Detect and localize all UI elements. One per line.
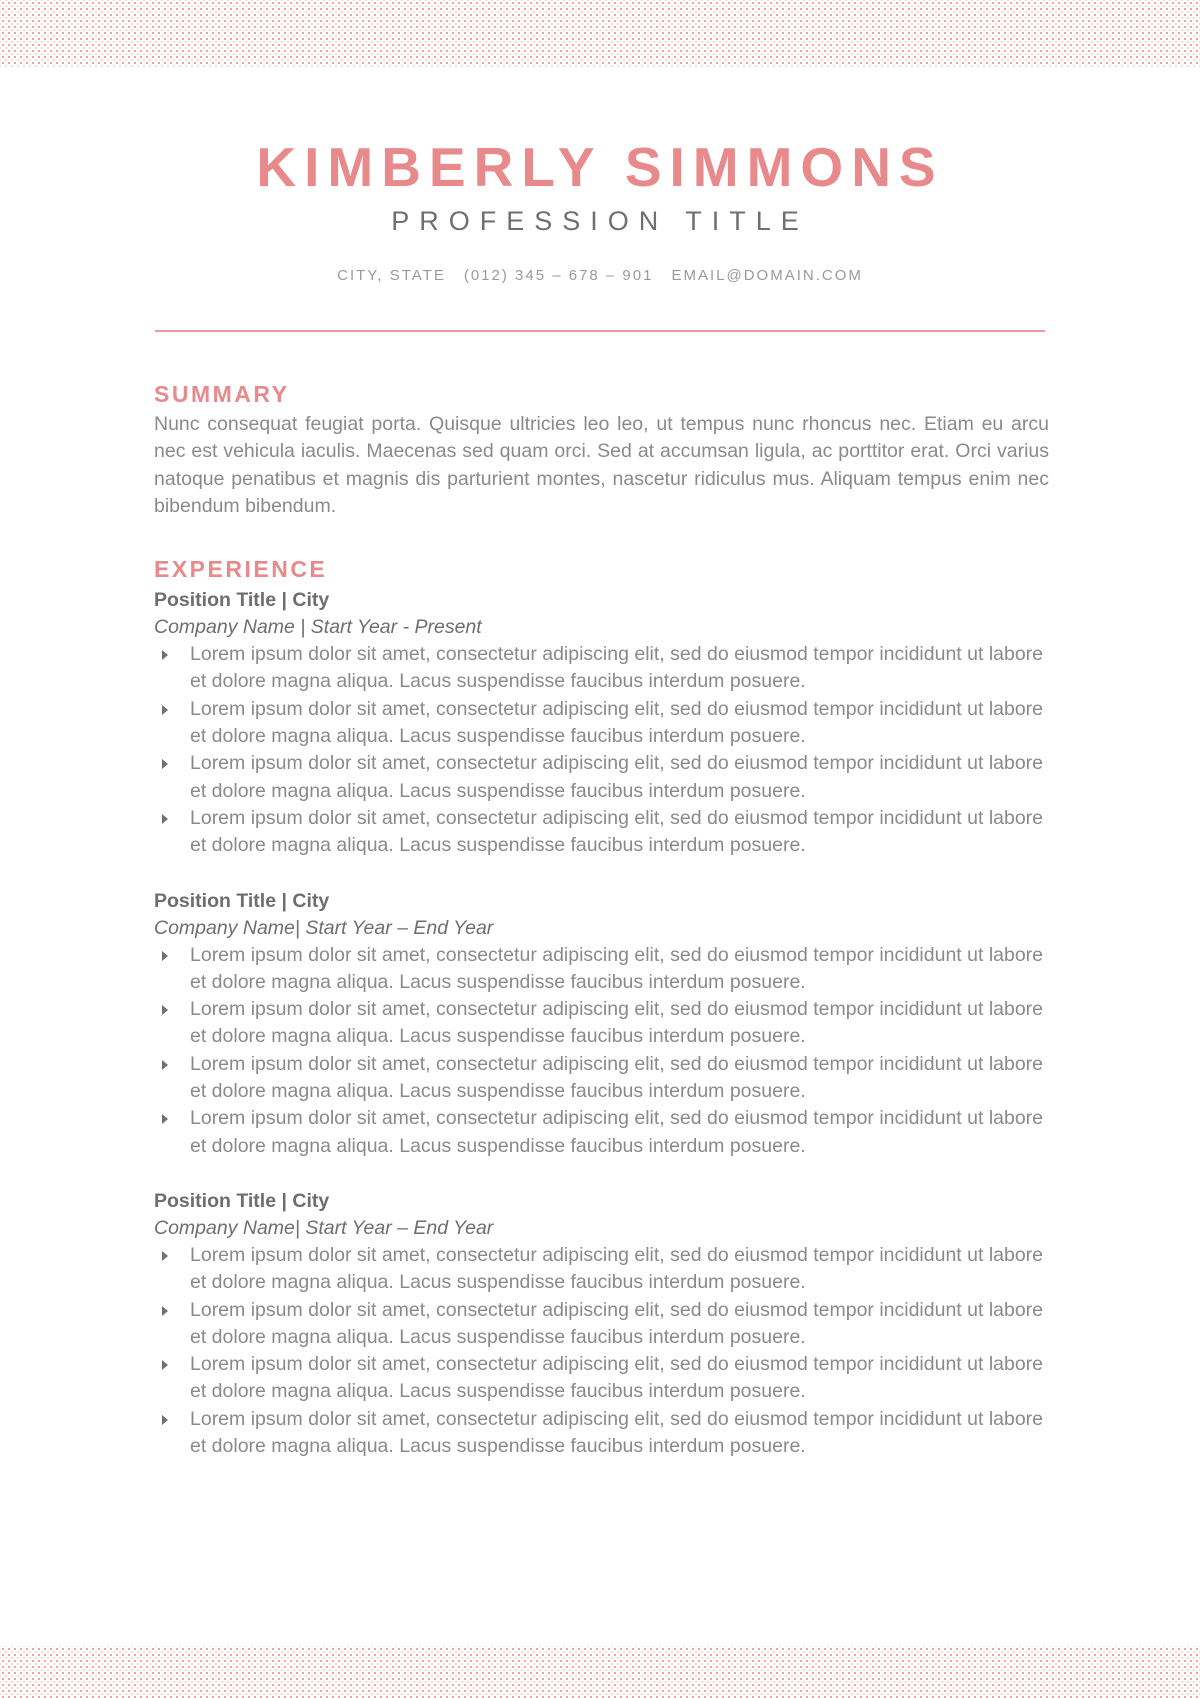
- job-bullets: [154, 641, 1049, 859]
- triangle-right-icon: [162, 1360, 168, 1370]
- triangle-right-icon: [162, 1060, 168, 1070]
- bullet-item: [154, 805, 1049, 860]
- experience-heading: EXPERIENCE: [154, 556, 328, 583]
- job-company: Company Name| Start Year – End Year: [154, 916, 494, 939]
- bullet-text: Lorem ipsum dolor sit amet, consectetur adipiscing elit, sed do eiusmod tempor incididunt ut labore et dolore magna aliqua. Lacus suspendisse faucibus interdum posuere.: [190, 752, 1044, 802]
- bullet-item: [154, 696, 1049, 751]
- bullet-text: Lorem ipsum dolor sit amet, consectetur adipiscing elit, sed do eiusmod tempor incididunt ut labore et dolore magna aliqua. Lacus suspendisse faucibus interdum posuere.: [190, 806, 1044, 857]
- triangle-right-icon: [162, 1251, 168, 1261]
- bullet-text: Lorem ipsum dolor sit amet, consectetur adipiscing elit, sed do eiusmod tempor incididunt ut labore et dolore magna aliqua. Lacus suspendisse faucibus interdum posuere.: [190, 1353, 1044, 1403]
- triangle-right-icon: [162, 650, 168, 660]
- resume-body: [154, 377, 1049, 1460]
- bullet-text: Lorem ipsum dolor sit amet, consectetur adipiscing elit, sed do eiusmod tempor incididunt ut labore et dolore magna aliqua. Lacus suspendisse faucibus interdum posuere.: [190, 998, 1044, 1048]
- triangle-right-icon: [162, 1415, 168, 1425]
- bullet-item: [154, 1242, 1049, 1297]
- job-entry: [154, 586, 1049, 859]
- contact-phone: (012) 345 – 678 – 901: [463, 267, 654, 284]
- profession-title: PROFESSION TITLE: [391, 206, 809, 236]
- triangle-right-icon: [162, 759, 168, 769]
- bullet-text: Lorem ipsum dolor sit amet, consectetur adipiscing elit, sed do eiusmod tempor incididunt ut labore et dolore magna aliqua. Lacus suspendisse faucibus interdum posuere.: [190, 1052, 1044, 1103]
- job-entry: [154, 887, 1049, 1160]
- bullet-text: Lorem ipsum dolor sit amet, consectetur adipiscing elit, sed do eiusmod tempor incididunt ut labore et dolore magna aliqua. Lacus suspendisse faucibus interdum posuere.: [190, 943, 1044, 993]
- triangle-right-icon: [162, 1005, 168, 1015]
- bullet-item: [154, 1105, 1049, 1160]
- job-position: Position Title | City: [154, 589, 330, 612]
- bullet-item: [154, 1051, 1049, 1106]
- summary-heading: SUMMARY: [154, 381, 290, 407]
- job-company: Company Name | Start Year - Present: [154, 616, 482, 639]
- job-bullets: [154, 942, 1049, 1160]
- triangle-right-icon: [162, 814, 168, 824]
- contact-line: [0, 266, 1200, 286]
- triangle-right-icon: [162, 705, 168, 715]
- triangle-right-icon: [162, 1306, 168, 1316]
- job-position: Position Title | City: [154, 889, 330, 912]
- job-position: Position Title | City: [154, 1189, 330, 1212]
- bullet-item: [154, 1297, 1049, 1352]
- triangle-right-icon: [162, 951, 168, 961]
- bullet-text: Lorem ipsum dolor sit amet, consectetur adipiscing elit, sed do eiusmod tempor incididunt ut labore et dolore magna aliqua. Lacus suspendisse faucibus interdum posuere.: [190, 1243, 1044, 1294]
- bullet-item: [154, 1351, 1049, 1406]
- bottom-dot-pattern-band: [0, 1646, 1200, 1698]
- job-company: Company Name| Start Year – End Year: [154, 1216, 494, 1239]
- bullet-item: [154, 641, 1049, 696]
- bullet-text: Lorem ipsum dolor sit amet, consectetur adipiscing elit, sed do eiusmod tempor incididunt ut labore et dolore magna aliqua. Lacus suspendisse faucibus interdum posuere.: [190, 1407, 1044, 1458]
- contact-email: EMAIL@DOMAIN.COM: [671, 267, 863, 284]
- top-dot-pattern-band: [0, 0, 1200, 68]
- summary-text: Nunc consequat feugiat porta. Quisque ultricies leo leo, ut tempus nunc rhoncus nec. Etiam eu arcu nec est vehicula iaculis. Maecenas sed quam orci. Sed at accumsan ligula, ac porttitor erat. Orci varius natoque penatibus et magnis dis parturient montes, nascetur ridiculus mus. Aliquam tempus enim nec bibendum bibendum.: [154, 413, 1049, 517]
- bullet-text: Lorem ipsum dolor sit amet, consectetur adipiscing elit, sed do eiusmod tempor incididunt ut labore et dolore magna aliqua. Lacus suspendisse faucibus interdum posuere.: [190, 643, 1044, 693]
- candidate-name: KIMBERLY SIMMONS: [256, 136, 944, 198]
- bullet-item: [154, 996, 1049, 1051]
- triangle-right-icon: [162, 1114, 168, 1124]
- bullet-text: Lorem ipsum dolor sit amet, consectetur adipiscing elit, sed do eiusmod tempor incididunt ut labore et dolore magna aliqua. Lacus suspendisse faucibus interdum posuere.: [190, 1107, 1044, 1157]
- bullet-item: [154, 750, 1049, 805]
- contact-location: CITY, STATE: [337, 267, 446, 284]
- bullet-item: [154, 1406, 1049, 1461]
- job-entry: [154, 1187, 1049, 1460]
- bullet-item: [154, 942, 1049, 997]
- header-divider: [155, 330, 1045, 332]
- job-bullets: [154, 1242, 1049, 1460]
- bullet-text: Lorem ipsum dolor sit amet, consectetur adipiscing elit, sed do eiusmod tempor incididunt ut labore et dolore magna aliqua. Lacus suspendisse faucibus interdum posuere.: [190, 697, 1044, 748]
- bullet-text: Lorem ipsum dolor sit amet, consectetur adipiscing elit, sed do eiusmod tempor incididunt ut labore et dolore magna aliqua. Lacus suspendisse faucibus interdum posuere.: [190, 1298, 1044, 1348]
